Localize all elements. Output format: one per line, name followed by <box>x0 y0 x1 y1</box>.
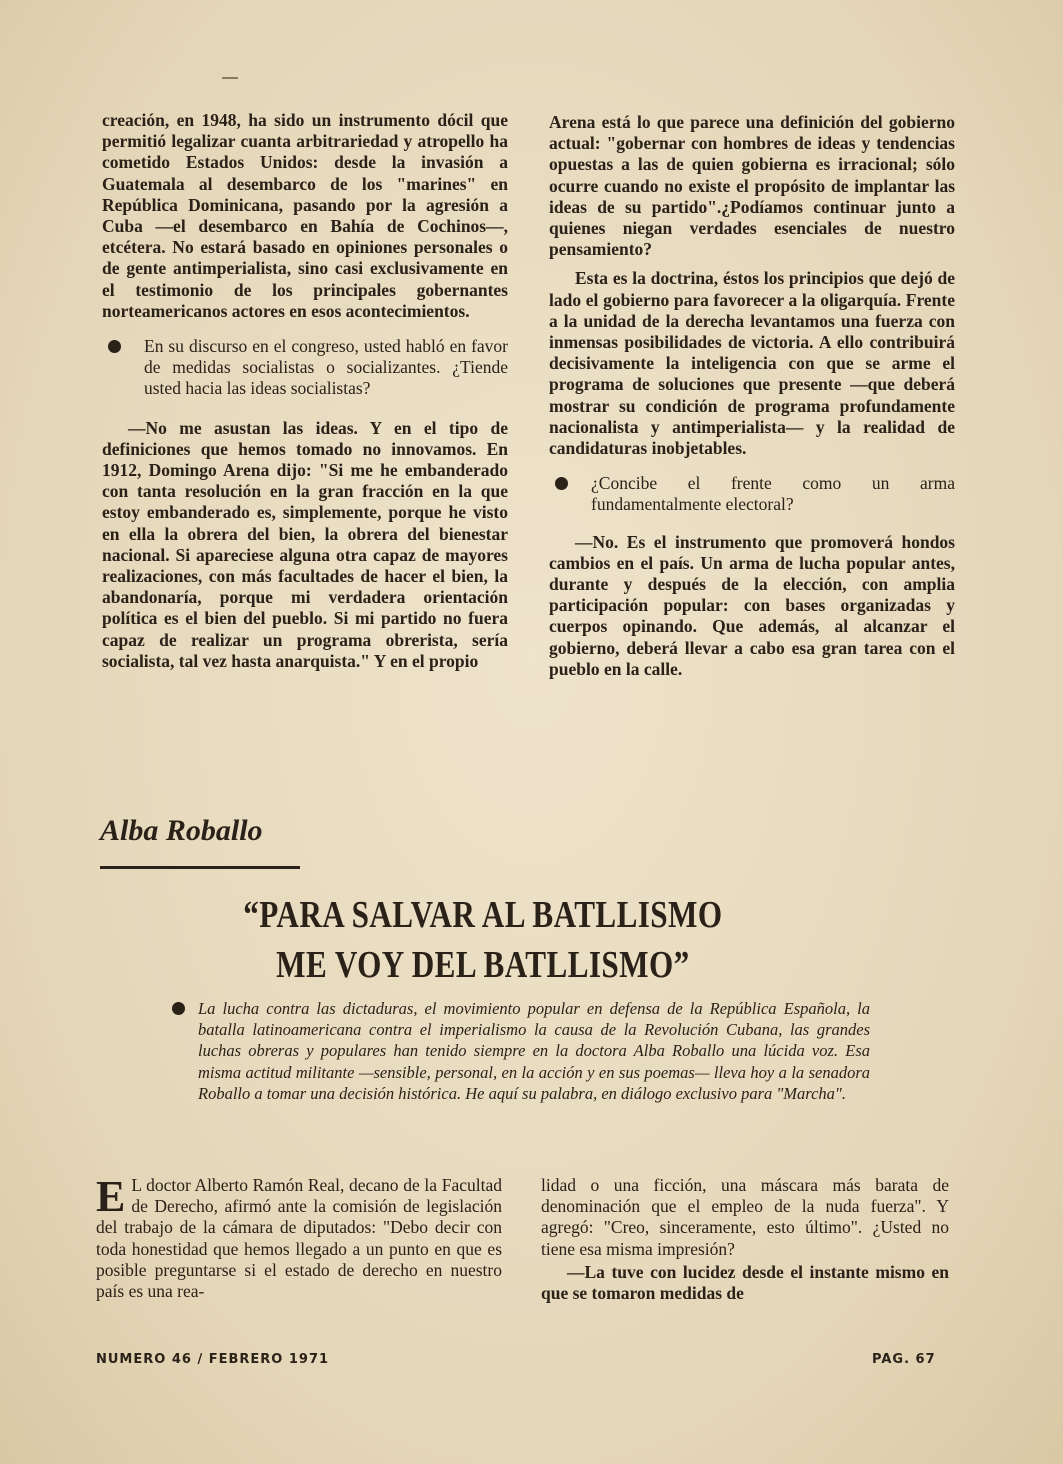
right-paragraph-1: Arena está lo que parece una definición del gobierno actual: "gobernar con hombres de ideas y tendencias opuestas a las de quien gobierna es irracional; sólo ocurre cuando no existe el propósito de implantar las ideas de su partido".¿Podíamos continuar junto a quienes niegan verdades esenciales de nuestro pensamiento? <box>549 112 955 260</box>
footer-issue: NUMERO 46 / FEBRERO 1971 <box>96 1352 330 1367</box>
right-paragraph-2: Esta es la doctrina, éstos los principios que dejó de lado el gobierno para favorecer a la oligarquía. Frente a la unidad de la derecha levantamos una fuerza con inmensas posibilidades de victoria. A ello contribuirá decisivamente la inteligencia con que se arme el programa de soluciones que presente —que deberá mostrar su condición de programa profundamente nacionalista y antimperialista— y la realidad de candidaturas inobjetables. <box>549 268 955 459</box>
intro-paragraph <box>176 998 870 1104</box>
footer-page-number: PAG. 67 <box>872 1352 936 1367</box>
bullet-dot-icon <box>172 1002 185 1015</box>
right-question <box>549 473 955 515</box>
bottom-left-column <box>96 1172 502 1302</box>
author-byline: Alba Roballo <box>100 814 263 847</box>
bottom-right-paragraph-1: lidad o una ficción, una máscara más barata de denominación que el empleo de la nuda fuerza". Y agregó: "Creo, sinceramente, esto último". ¿Usted no tiene esa misma impresión? <box>541 1175 949 1259</box>
drop-cap: E <box>96 1172 126 1221</box>
left-column <box>102 110 508 680</box>
bottom-right-column <box>541 1175 949 1304</box>
right-question-text: ¿Concibe el frente como un arma fundamentalmente electoral? <box>591 473 955 515</box>
bullet-dot-icon <box>108 340 121 353</box>
bottom-right-paragraph-2: —La tuve con lucidez desde el instante mismo en que se tomaron medidas de <box>541 1261 949 1304</box>
left-paragraph-2: —No me asustan las ideas. Y en el tipo de definiciones que hemos tomado no innovamos. En 1912, Domingo Arena dijo: "Si me he embanderado con tanta resolución en la gran fracción en la que estoy embanderado es, simplemente, porque he visto en ella la obrera del bien, la obrera del bienestar nacional. Si apareciese alguna otra capaz de mayores realizaciones, con más facultades de hacer el bien, la abandonaría, porque mi verdadera orientación política es el bien del pueblo. Si mi partido no fuera capaz de realizar un programa obrerista, sería socialista, tal vez hasta anarquista." Y en el propio <box>102 417 508 671</box>
left-question <box>102 336 508 400</box>
bottom-left-text: L doctor Alberto Ramón Real, decano de la Facultad de Derecho, afirmó ante la comisión de legislación del trabajo de la cámara de diputados: "Debo decir con toda honestidad que hemos llegado a un punto en que es posible preguntarse si el estado de derecho en nuestro país es una rea- <box>96 1175 502 1302</box>
right-column <box>549 112 955 688</box>
byline-rule <box>100 866 300 869</box>
headline-line-1: “PARA SALVAR AL BATLLISMO <box>243 894 723 936</box>
left-paragraph-1: creación, en 1948, ha sido un instrumento dócil que permitió legalizar cuanta arbitrariedad y atropello ha cometido Estados Unidos: desde la invasión a Guatemala al desembarco de los "marines" en República Dominicana, pasando por la agresión a Cuba —el desembarco en Bahía de Cochinos—, etcétera. No estará basado en opiniones personales o de gente antimperialista, sino casi exclusivamente en el testimonio de los principales gobernantes norteamericanos actores en esos acontecimientos. <box>102 110 508 321</box>
dash-mark <box>222 77 238 79</box>
headline-line-2: ME VOY DEL BATLLISMO” <box>276 944 690 986</box>
article-headline <box>200 890 766 990</box>
bullet-dot-icon <box>555 477 568 490</box>
left-question-text: En su discurso en el congreso, usted habló en favor de medidas socialistas o socializantes. ¿Tiende usted hacia las ideas socialistas? <box>144 336 508 399</box>
intro-text: La lucha contra las dictaduras, el movimiento popular en defensa de la República Española, la batalla latinoamericana contra el imperialismo la causa de la Revolución Cubana, las grandes luchas obreras y populares han tenido siempre en la doctora Alba Roballo una lúcida voz. Esa misma actitud militante —sensible, personal, en la acción y en sus poemas— lleva hoy a la senadora Roballo a tomar una decisión histórica. He aquí su palabra, en diálogo exclusivo para "Marcha". <box>198 999 870 1103</box>
right-paragraph-3: —No. Es el instrumento que promoverá hondos cambios en el país. Un arma de lucha popular antes, durante y después de la elección, con amplia participación popular: con bases organizadas y cuerpos opinando. Que además, al alcanzar el gobierno, deberá llevar a cabo esa gran tarea con el pueblo en la calle. <box>549 531 955 679</box>
